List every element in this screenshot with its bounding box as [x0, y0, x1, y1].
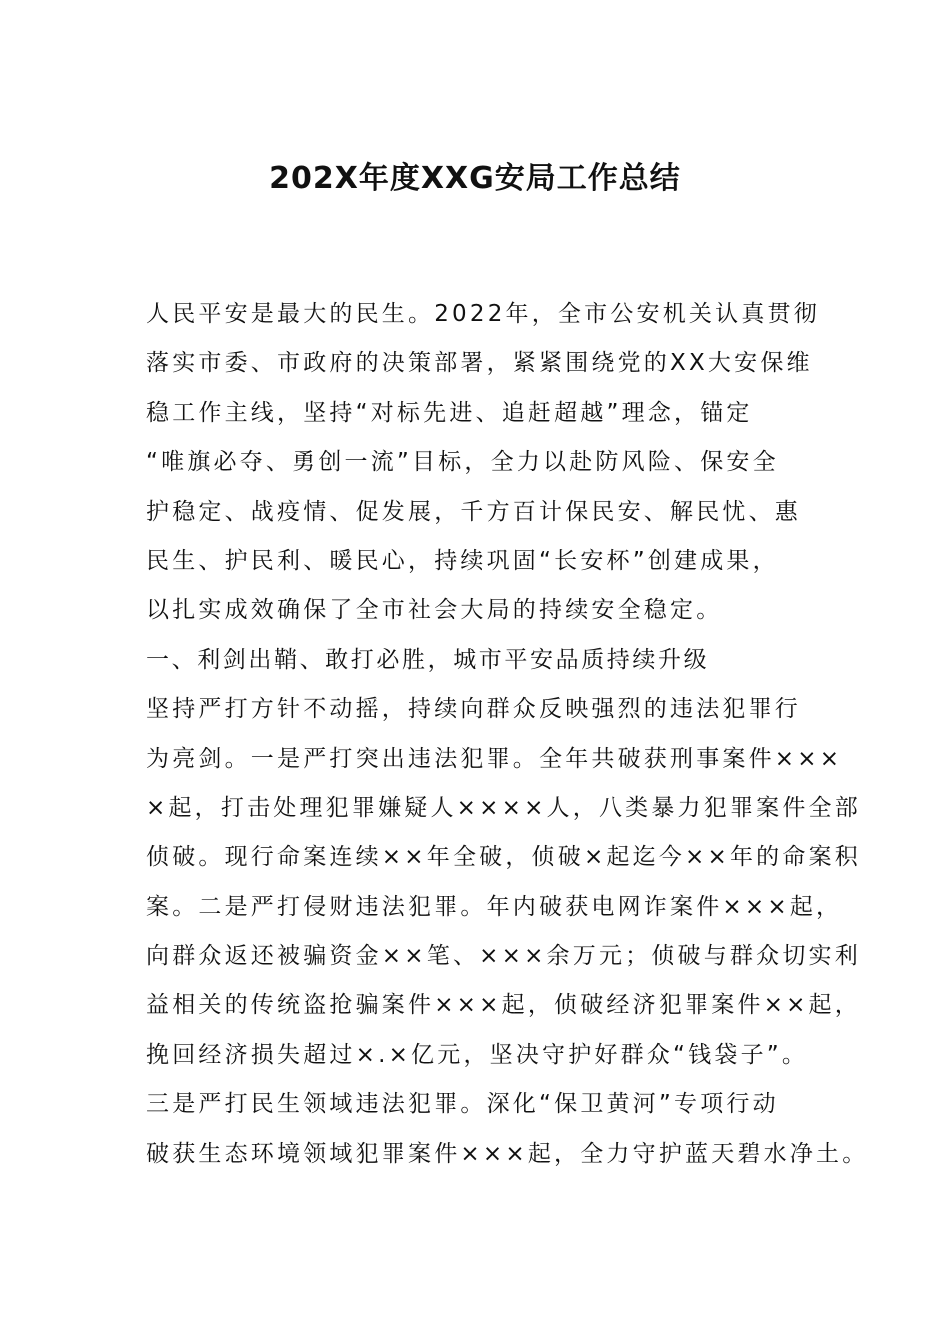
paragraph-line: 挽回经济损失超过×.×亿元，坚决守护好群众“钱袋子”。 [146, 1041, 809, 1068]
paragraph-line: 向群众返还被骗资金××笔、×××余万元；侦破与群众切实利 [146, 943, 861, 970]
paragraph-line: 为亮剑。一是严打突出违法犯罪。全年共破获刑事案件××× [146, 745, 843, 772]
section-heading: 一、利剑出鞘、敢打必胜，城市平安品质持续升级 [146, 646, 710, 673]
paragraph-line: 破获生态环境领域犯罪案件×××起，全力守护蓝天碧水净土。 [146, 1140, 869, 1167]
paragraph-line: 案。二是严打侵财违法犯罪。年内破获电网诈案件×××起， [146, 893, 843, 920]
paragraph-line: 以扎实成效确保了全市社会大局的持续安全稳定。 [146, 597, 723, 624]
paragraph-line: 民生、护民利、暖民心，持续巩固“长安杯”创建成果， [146, 547, 779, 574]
document-body [146, 290, 869, 1179]
paragraph-line: 人民平安是最大的民生。2022年，全市公安机关认真贯彻 [146, 301, 820, 327]
paragraph-line: 侦破。现行命案连续××年全破，侦破×起迄今××年的命案积 [146, 844, 861, 871]
paragraph-line: 坚持严打方针不动摇，持续向群众反映强烈的违法犯罪行 [146, 696, 801, 723]
paragraph-line: 落实市委、市政府的决策部署，紧紧围绕党的XX大安保维 [146, 350, 813, 377]
paragraph-line: 三是严打民生领域违法犯罪。深化“保卫黄河”专项行动 [146, 1091, 779, 1118]
paragraph-line: 护稳定、战疫情、促发展，千方百计保民安、解民忧、惠 [146, 498, 801, 525]
paragraph-line: ×起，打击处理犯罪嫌疑人××××人，八类暴力犯罪案件全部 [146, 794, 861, 821]
paragraph-line: 稳工作主线，坚持“对标先进、追赶超越”理念，锚定 [146, 399, 753, 426]
document-title: 202X年度XXG安局工作总结 [269, 161, 681, 196]
paragraph-line: 益相关的传统盗抢骗案件×××起，侦破经济犯罪案件××起， [146, 992, 861, 1019]
paragraph-line: “唯旗必夺、勇创一流”目标，全力以赴防风险、保安全 [146, 449, 779, 476]
